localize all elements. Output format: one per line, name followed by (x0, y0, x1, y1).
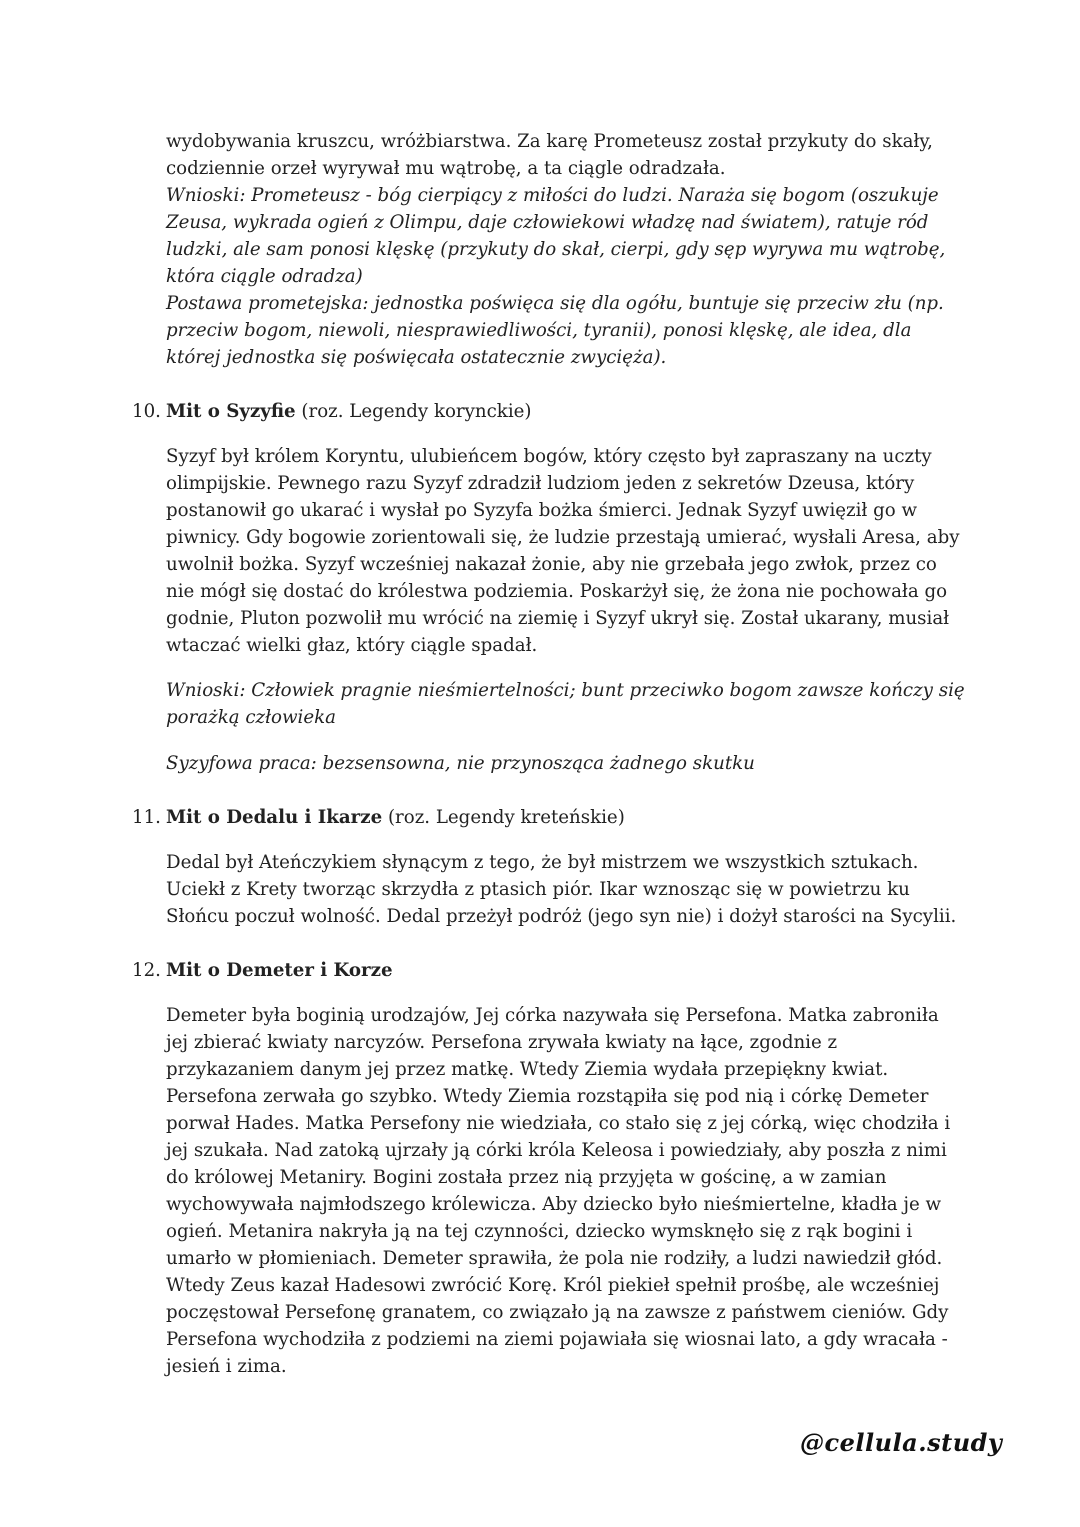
intro-conclusions: Wnioski: Prometeusz - bóg cierpiący z miłości do ludzi. Naraża się bogom (oszukuje Zeusa, wykrada ogień z Olimpu, daje człowiekowi władzę nad światem), ratuje ród ludzki, ale sam ponosi klęskę (przykuty do skał, cierpi, gdy sęp wyrywa mu wątrobę, która ciągle odradza) (166, 185, 946, 287)
section-number: 10. (132, 401, 161, 422)
intro-attitude: Postawa prometejska: jednostka poświęca się dla ogółu, buntuje się przeciw złu (np. przeciw bogom, niewoli, niesprawiedliwości, tyranii), ponosi klęskę, ale idea, dla której jednostka się poświęcała ostatecznie zwycięża). (166, 293, 944, 368)
section-number: 11. (132, 806, 161, 828)
section-body: Dedal był Ateńczykiem słynącym z tego, że był mistrzem we wszystkich sztukach. Uciekł z Krety tworząc skrzydła z ptasich piór. Ikar wznosząc się w powietrzu ku Słońcu poczuł wolność. Dedal przeżył podróż (jego syn nie) i dożył starości na Sycylii. (166, 851, 957, 927)
section-dedal (132, 804, 966, 930)
section-heading (166, 804, 966, 831)
section-title: Mit o Demeter i Korze (166, 959, 393, 981)
section-syzyf (132, 398, 966, 777)
section-title: Mit o Syzyfie (166, 401, 296, 422)
section-number: 12. (132, 959, 161, 981)
intro-paragraph: wydobywania kruszcu, wróżbiarstwa. Za karę Prometeusz został przykuty do skały, codziennie orzeł wyrywał mu wątrobę, a ta ciągle odradzała. (166, 131, 933, 179)
signature-watermark: @cellula.study (800, 1428, 1003, 1457)
section-heading (166, 957, 966, 984)
prometheus-continuation (166, 128, 966, 371)
section-conclusions: Wnioski: Człowiek pragnie nieśmiertelności; bunt przeciwko bogom zawsze kończy się porażką człowieka (166, 680, 965, 729)
section-demeter (132, 957, 966, 1380)
section-title: Mit o Dedalu i Ikarze (166, 806, 383, 828)
section-subtitle: (roz. Legendy kreteńskie) (382, 806, 625, 828)
document-content (132, 128, 966, 1398)
section-note: Syzyfowa praca: bezsensowna, nie przynosząca żadnego skutku (166, 752, 755, 774)
section-subtitle: (roz. Legendy korynckie) (295, 401, 532, 422)
section-body: Demeter była boginią urodzajów, Jej córka nazywała się Persefona. Matka zabroniła jej zbierać kwiaty narcyzów. Persefona zrywała kwiaty na łące, zgodnie z przykazaniem danym jej przez matkę. Wtedy Ziemia wydała przepiękny kwiat. Persefona zerwała go szybko. Wtedy Ziemia rozstąpiła się pod nią i córkę Demeter porwał Hades. Matka Persefony nie wiedziała, co stało się z jej córką, więc chodziła i jej szukała. Nad zatoką ujrzały ją córki króla Keleosa i powiedziały, aby poszła z nimi do królowej Metaniry. Bogini została przez nią przyjęta w gościnę, a w zamian wychowywała najmłodszego królewicza. Aby dziecko było nieśmiertelne, kładła je w ogień. Metanira nakryła ją na tej czynności, dziecko wymsknęło się z rąk bogini i umarło w płomieniach. Demeter sprawiła, że pola nie rodziły, a ludzi nawiedził głód. Wtedy Zeus kazał Hadesowi zwrócić Korę. Król piekieł spełnił prośbę, ale wcześniej poczęstował Persefonę granatem, co związało ją na zawsze z państwem cieniów. Gdy Persefona wychodziła z podziemi na ziemi pojawiała się wiosnai lato, a gdy wracała - jesień i zima. (166, 1004, 951, 1377)
section-heading (166, 398, 966, 425)
section-body: Syzyf był królem Koryntu, ulubieńcem bogów, który często był zapraszany na uczty olimpijskie. Pewnego razu Syzyf zdradził ludziom jeden z sekretów Dzeusa, który postanowił go ukarać i wysłał po Syzyfa bożka śmierci. Jednak Syzyf uwięził go w piwnicy. Gdy bogowie zorientowali się, że ludzie przestają umierać, wysłali Aresa, aby uwolnił bożka. Syzyf wcześniej nakazał żonie, aby nie grzebała jego zwłok, przez co nie mógł się dostać do królestwa podziemia. Poskarżył się, że żona nie pochowała go godnie, Pluton pozwolił mu wrócić na ziemię i Syzyf ukrył się. Został ukarany, musiał wtaczać wielki głaz, który ciągle spadał. (166, 446, 960, 657)
